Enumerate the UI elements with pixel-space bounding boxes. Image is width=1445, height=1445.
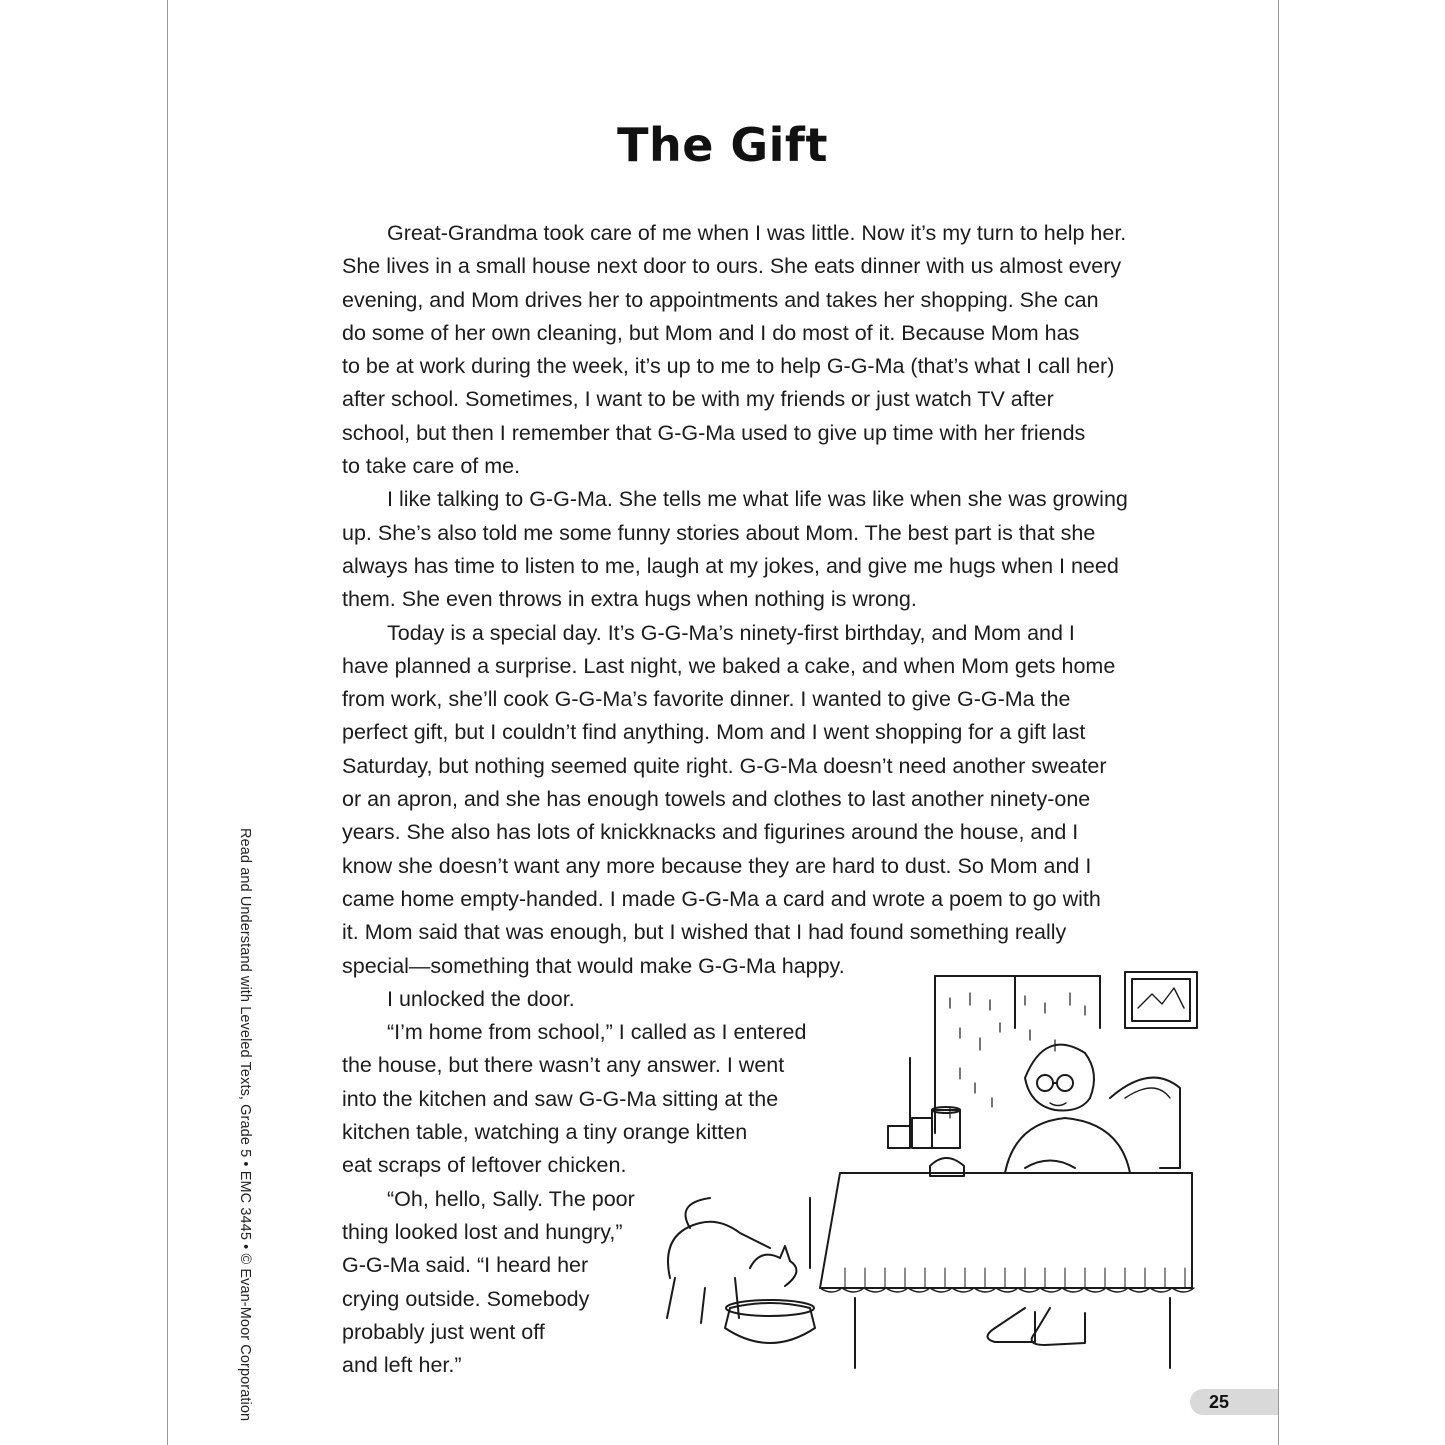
- text-line: Great-Grandma took care of me when I was little. Now it’s my turn to help her.: [387, 221, 1127, 245]
- text-line: evening, and Mom drives her to appointments and takes her shopping. She can: [342, 287, 1099, 312]
- text-line: up. She’s also told me some funny stories about Mom. The best part is that she: [342, 520, 1096, 545]
- kitchen-table: [810, 1173, 1194, 1368]
- canisters: [888, 1107, 964, 1176]
- side-note-wrap: [237, 828, 254, 1422]
- right-margin-rule: [1278, 0, 1279, 1445]
- text-line: do some of her own cleaning, but Mom and I do most of it. Because Mom has: [342, 320, 1080, 345]
- text-line: I like talking to G-G-Ma. She tells me what life was like when she was growing: [387, 487, 1128, 512]
- grandma-figure: [988, 1045, 1131, 1345]
- text-line: She lives in a small house next door to ours. She eats dinner with us almost every: [342, 254, 1122, 279]
- text-line: probably just went off: [342, 1319, 545, 1344]
- text-line: crying outside. Somebody: [342, 1286, 590, 1311]
- chair: [1110, 1078, 1180, 1168]
- wall-picture: [1125, 972, 1197, 1028]
- text-line: school, but then I remember that G-G-Ma used to give up time with her friends: [342, 420, 1086, 445]
- text-line: it. Mom said that was enough, but I wished that I had found something really: [342, 920, 1067, 945]
- text-line: Today is a special day. It’s G-G-Ma’s ninety-first birthday, and Mom and I: [387, 620, 1075, 645]
- text-line: know she doesn’t want any more because they are hard to dust. So Mom and I: [342, 853, 1092, 878]
- text-line: kitchen table, watching a tiny orange kitten: [342, 1120, 748, 1145]
- kitchen-illustration: [630, 968, 1210, 1390]
- text-line: the house, but there wasn’t any answer. I went: [342, 1053, 785, 1078]
- text-line: perfect gift, but I couldn’t find anything. Mom and I went shopping for a gift last: [342, 720, 1086, 745]
- page-title: The Gift: [617, 118, 828, 172]
- text-line: always has time to listen to me, laugh at my jokes, and give me hugs when I need: [342, 553, 1119, 578]
- left-margin-rule: [167, 0, 168, 1445]
- kitten-figure: [667, 1198, 815, 1343]
- text-line: to take care of me.: [342, 454, 521, 479]
- text-line: “I’m home from school,” I called as I entered: [387, 1020, 807, 1045]
- text-line: to be at work during the week, it’s up to me to help G-G-Ma (that’s what I call her): [342, 354, 1115, 379]
- text-line: special—something that would make G-G-Ma happy.: [342, 953, 845, 978]
- text-line: have planned a surprise. Last night, we baked a cake, and when Mom gets home: [342, 653, 1116, 678]
- text-line: years. She also has lots of knickknacks and figurines around the house, and I: [342, 820, 1079, 845]
- page-number: 25: [1208, 1392, 1230, 1412]
- text-line: Saturday, but nothing seemed quite right. G-G-Ma doesn’t need another sweater: [342, 753, 1107, 778]
- side-note: Read and Understand with Leveled Texts, Grade 5 • EMC 3445 • © Evan-Moor Corporation: [237, 828, 253, 1422]
- text-line: and left her.”: [342, 1353, 462, 1378]
- text-line: after school. Sometimes, I want to be with my friends or just watch TV after: [342, 387, 1054, 412]
- text-line: eat scraps of leftover chicken.: [342, 1153, 627, 1178]
- text-line: thing looked lost and hungry,”: [342, 1219, 623, 1244]
- text-line: came home empty-handed. I made G-G-Ma a card and wrote a poem to go with: [342, 886, 1101, 911]
- text-line: into the kitchen and saw G-G-Ma sitting at the: [342, 1086, 779, 1111]
- text-line: “Oh, hello, Sally. The poor: [387, 1186, 635, 1211]
- text-line: or an apron, and she has enough towels and clothes to last another ninety-one: [342, 787, 1091, 812]
- text-line: from work, she’ll cook G-G-Ma’s favorite dinner. I wanted to give G-G-Ma the: [342, 687, 1071, 712]
- text-line: G-G-Ma said. “I heard her: [342, 1253, 589, 1278]
- text-line: them. She even throws in extra hugs when nothing is wrong.: [342, 587, 917, 612]
- text-line: I unlocked the door.: [387, 986, 575, 1011]
